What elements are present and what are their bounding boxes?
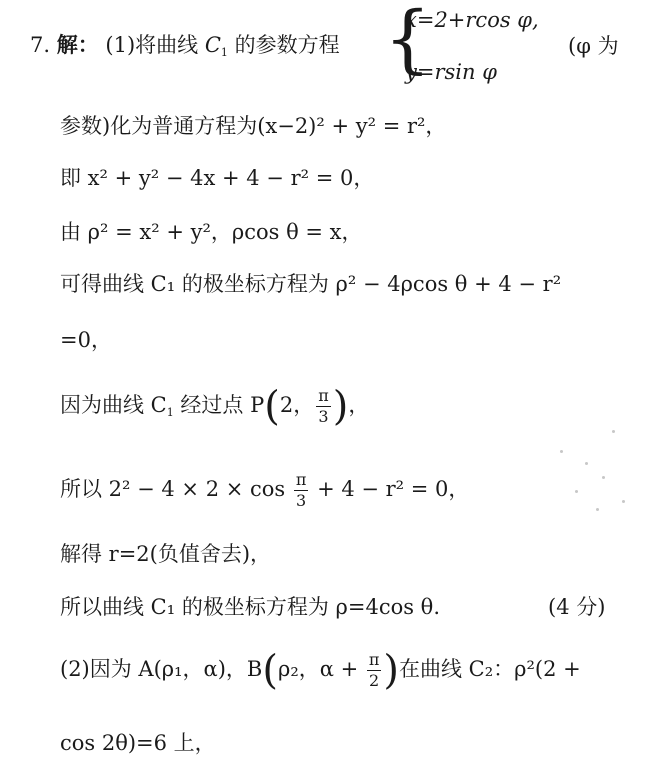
line-6: =0， <box>60 328 112 352</box>
fraction-denominator: 3 <box>318 407 329 426</box>
curve-c-subscript: 1 <box>220 46 228 59</box>
solve-label: 解： <box>56 32 99 57</box>
part1-intro: (1)将曲线 <box>105 33 205 57</box>
fraction-numerator: π <box>318 386 329 405</box>
line8-suffix: + 4 − r² = 0， <box>310 477 470 501</box>
line7-prefix: 因为曲线 C <box>60 393 167 417</box>
equation-y: y=rsin φ <box>405 60 497 84</box>
line7-point-a: 2， <box>279 393 315 417</box>
right-paren: ) <box>332 383 349 430</box>
pi-over-2-fraction <box>367 650 382 691</box>
line-12: cos 2θ)=6 上， <box>60 731 216 755</box>
line7-suffix: ， <box>348 393 370 417</box>
curve-c: C <box>204 33 221 57</box>
line-1 <box>30 32 340 59</box>
line-2: 参数)化为普通方程为(x−2)² + y² = r²， <box>60 114 447 138</box>
fraction-denominator: 3 <box>296 491 307 510</box>
line-3: 即 x² + y² − 4x + 4 − r² = 0， <box>60 166 375 190</box>
line8-prefix: 所以 2² − 4 × 2 × cos <box>60 477 292 501</box>
line-10: 所以曲线 C₁ 的极坐标方程为 ρ=4cos θ. <box>60 595 440 619</box>
score-note: (4 分) <box>548 595 606 619</box>
equation-x: x=2+rcos φ, <box>405 8 539 32</box>
line7-subscript: 1 <box>166 406 174 419</box>
fraction-denominator: 2 <box>369 671 380 690</box>
line-11 <box>60 647 581 694</box>
pi-over-3-fraction <box>294 470 309 511</box>
right-paren: ) <box>383 647 399 694</box>
line-8 <box>60 470 469 511</box>
pi-over-3-fraction <box>316 386 331 427</box>
line-9: 解得 r=2(负值舍去)， <box>60 542 272 566</box>
equation-brace: { <box>384 0 432 82</box>
param-note: (φ 为 <box>568 34 619 58</box>
left-paren: ( <box>264 383 280 430</box>
problem-number: 7. <box>30 33 51 57</box>
param-text: 的参数方程 <box>227 33 340 57</box>
line7-mid: 经过点 P <box>173 393 265 417</box>
fraction-numerator: π <box>368 650 380 669</box>
line11-prefix: (2)因为 A(ρ₁，α)，B <box>60 657 263 681</box>
line11-inner: ρ₂，α + <box>277 657 365 681</box>
line11-suffix: 在曲线 C₂：ρ²(2 + <box>399 657 581 681</box>
fraction-numerator: π <box>295 470 307 489</box>
left-paren: ( <box>262 647 278 694</box>
line-7 <box>60 383 370 430</box>
line-5: 可得曲线 C₁ 的极坐标方程为 ρ² − 4ρcos θ + 4 − r² <box>60 272 562 296</box>
line-4: 由 ρ² = x² + y²，ρcos θ = x， <box>60 220 363 244</box>
